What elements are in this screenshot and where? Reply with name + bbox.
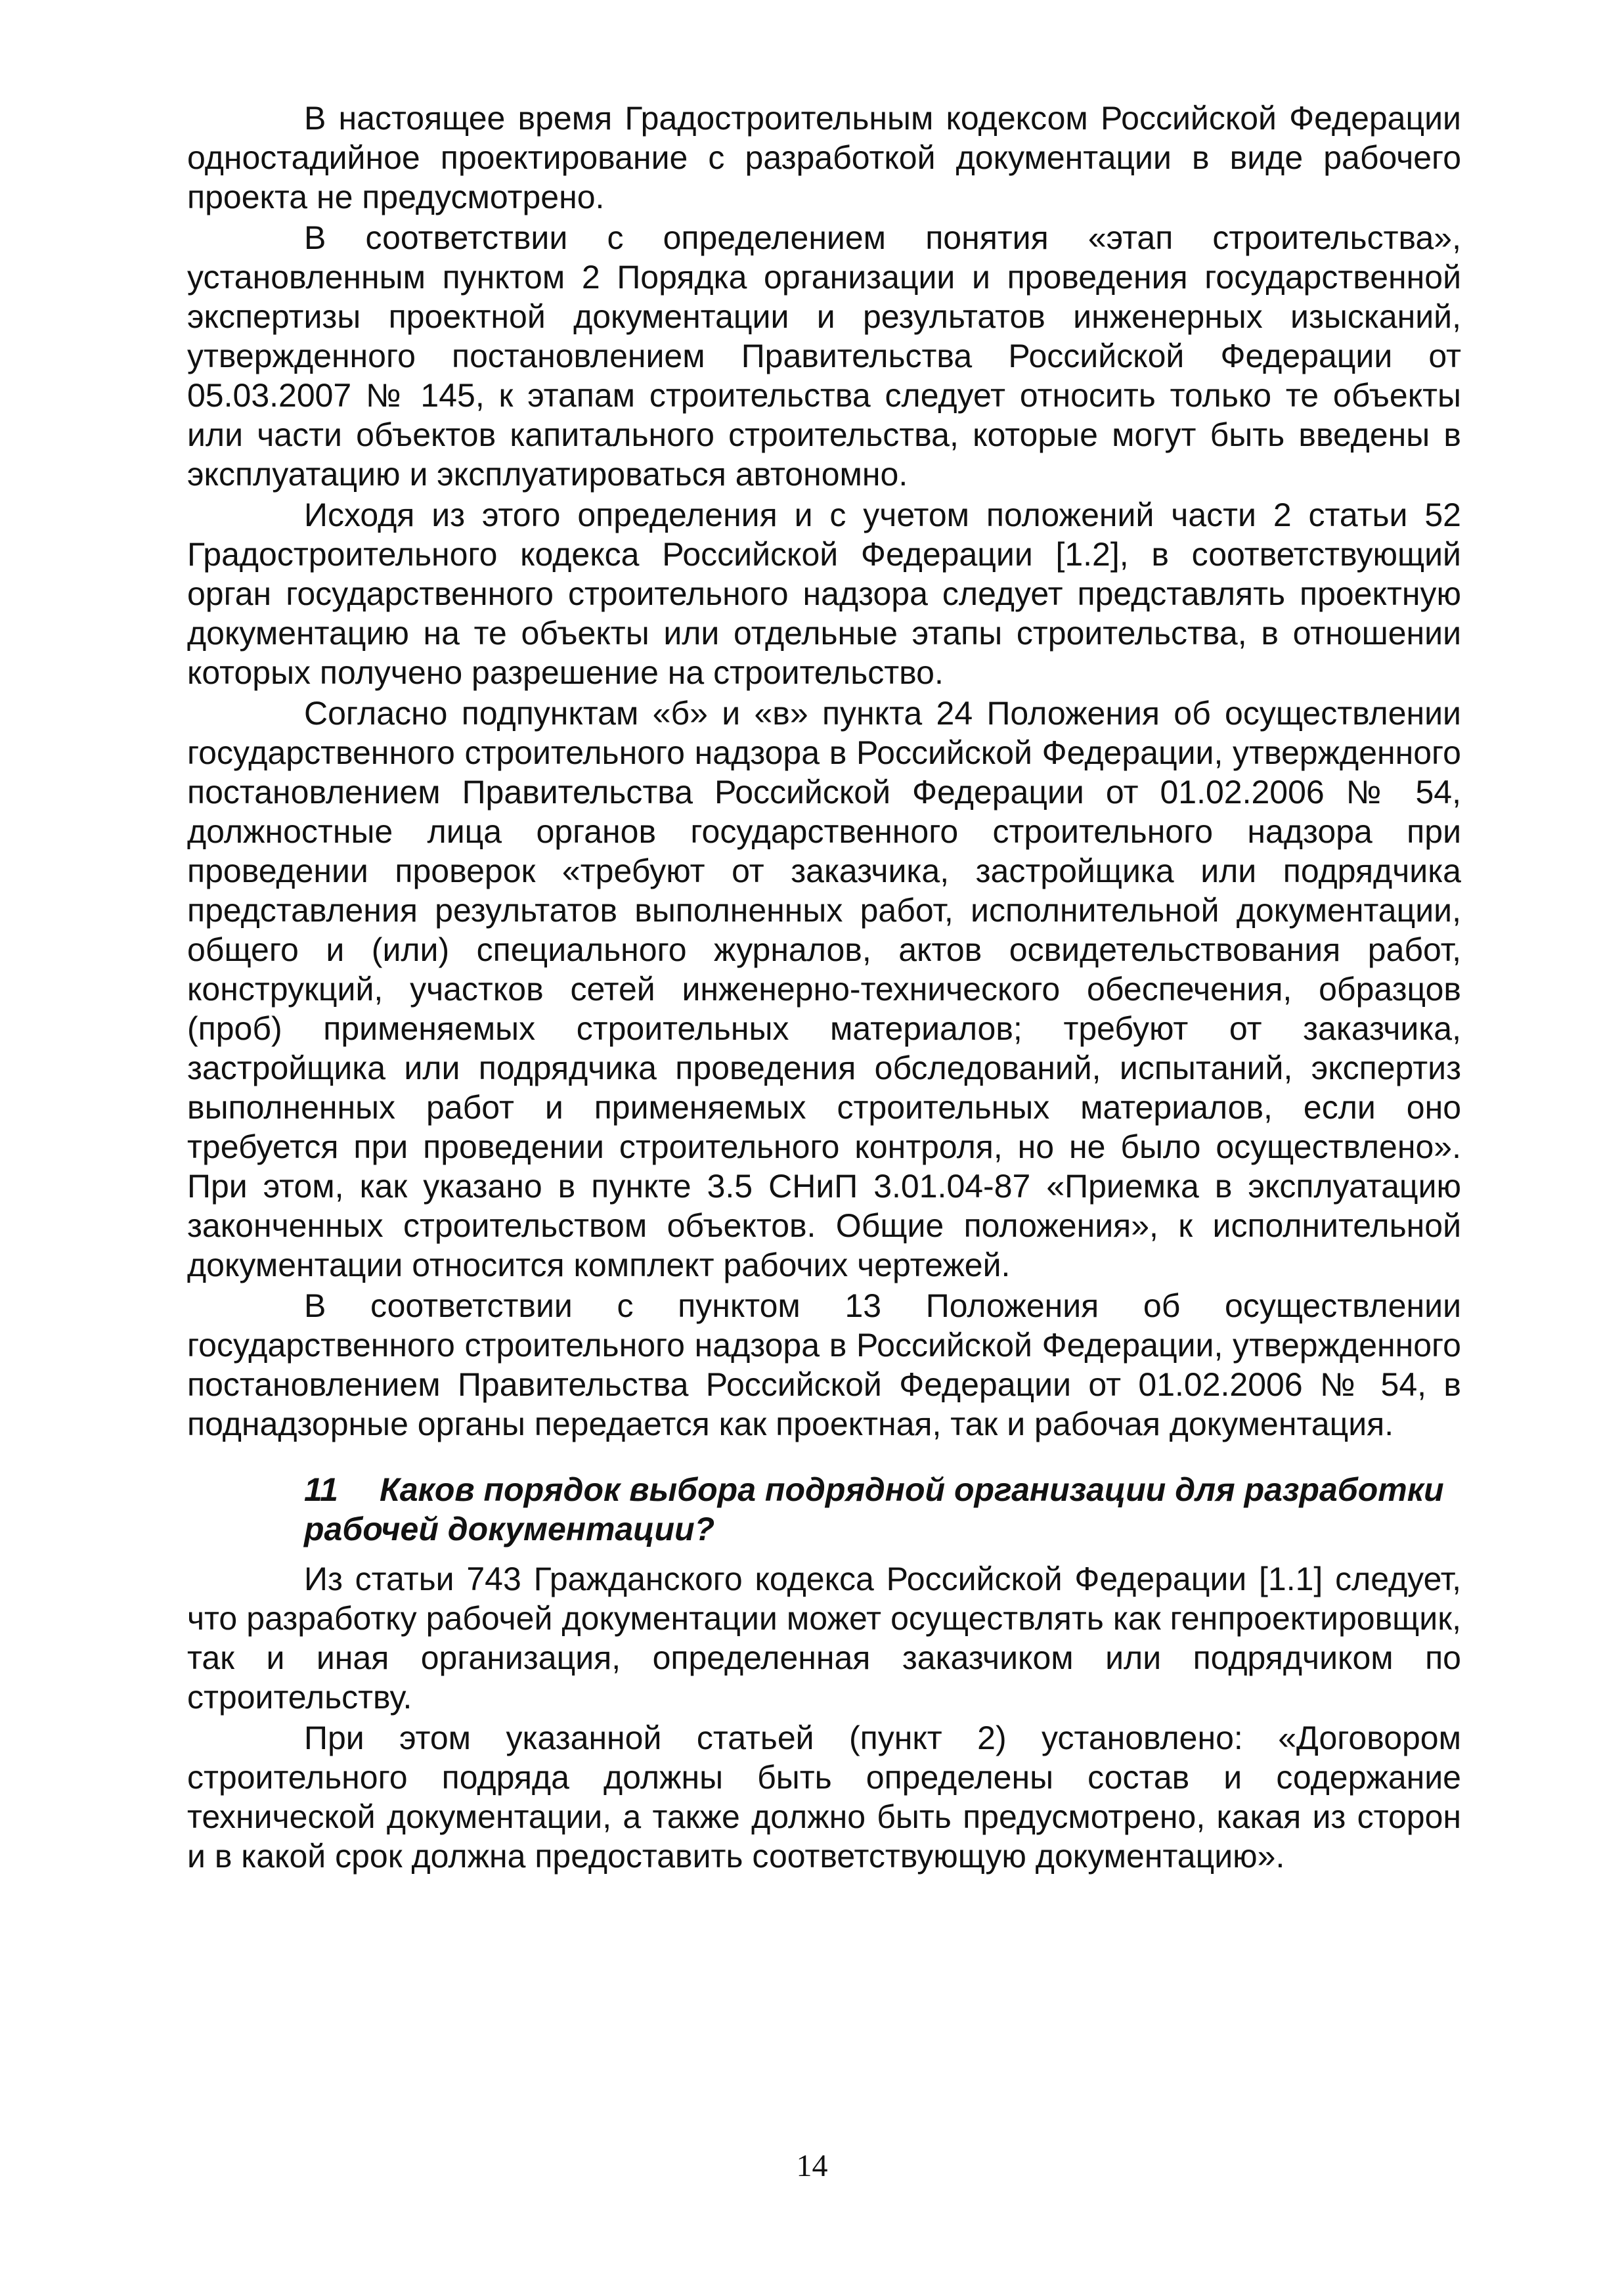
page-number: 14 [796,2148,828,2183]
paragraph: В соответствии с определением понятия «этап строительства», установленным пунктом 2 Порядка организации и проведения государственной экспертизы проектной документации и результатов инженерных изысканий, утвержденного постановлением Правительства Российской Федерации от 05.03.2007 № 145, к этапам строительства следует относить только те объекты или части объектов капитального строительства, которые могут быть введены в эксплуатацию и эксплуатироваться автономно. [187,219,1461,493]
section-number: 11 [304,1471,338,1508]
paragraph: Из статьи 743 Гражданского кодекса Российской Федерации [1.1] следует, что разработку рабочей документации может осуществлять как генпроектировщик, так и иная организация, определенная заказчиком или подрядчиком по строительству. [187,1561,1461,1716]
section-title: Каков порядок выбора подрядной организации для разработки рабочей документации? [304,1471,1444,1547]
page-body [187,99,1461,1877]
paragraph: При этом указанной статьей (пункт 2) установлено: «Договором строительного подряда должны быть определены состав и содержание технической документации, а также должно быть предусмотрено, какая из сторон и в какой срок должна предоставить соответствующую документацию». [187,1720,1461,1875]
paragraph: В соответствии с пунктом 13 Положения об осуществлении государственного строительного надзора в Российской Федерации, утвержденного постановлением Правительства Российской Федерации от 01.02.2006 № 54, в поднадзорные органы передается как проектная, так и рабочая документация. [187,1287,1461,1442]
section-heading [187,1470,1461,1549]
paragraph: В настоящее время Градостроительным кодексом Российской Федерации одностадийное проектирование с разработкой документации в виде рабочего проекта не предусмотрено. [187,100,1461,215]
paragraph: Исходя из этого определения и с учетом положений части 2 статьи 52 Градостроительного кодекса Российской Федерации [1.2], в соответствующий орган государственного строительного надзора следует представлять проектную документацию на те объекты или отдельные этапы строительства, в отношении которых получено разрешение на строительство. [187,497,1461,691]
paragraph: Согласно подпунктам «б» и «в» пункта 24 Положения об осуществлении государственного строительного надзора в Российской Федерации, утвержденного постановлением Правительства Российской Федерации от 01.02.2006 № 54, должностные лица органов государственного строительного надзора при проведении проверок «требуют от заказчика, застройщика или подрядчика представления результатов выполненных работ, исполнительной документации, общего и (или) специального журналов, актов освидетельствования работ, конструкций, участков сетей инженерно-технического обеспечения, образцов (проб) применяемых строительных материалов; требуют от заказчика, застройщика или подрядчика проведения обследований, испытаний, экспертиз выполненных работ и применяемых строительных материалов, если оно требуется при проведении строительного контроля, но не было осуществлено». При этом, как указано в пункте 3.5 СНиП 3.01.04-87 «Приемка в эксплуатацию законченных строительством объектов. Общие положения», к исполнительной документации относится комплект рабочих чертежей. [187,695,1461,1283]
